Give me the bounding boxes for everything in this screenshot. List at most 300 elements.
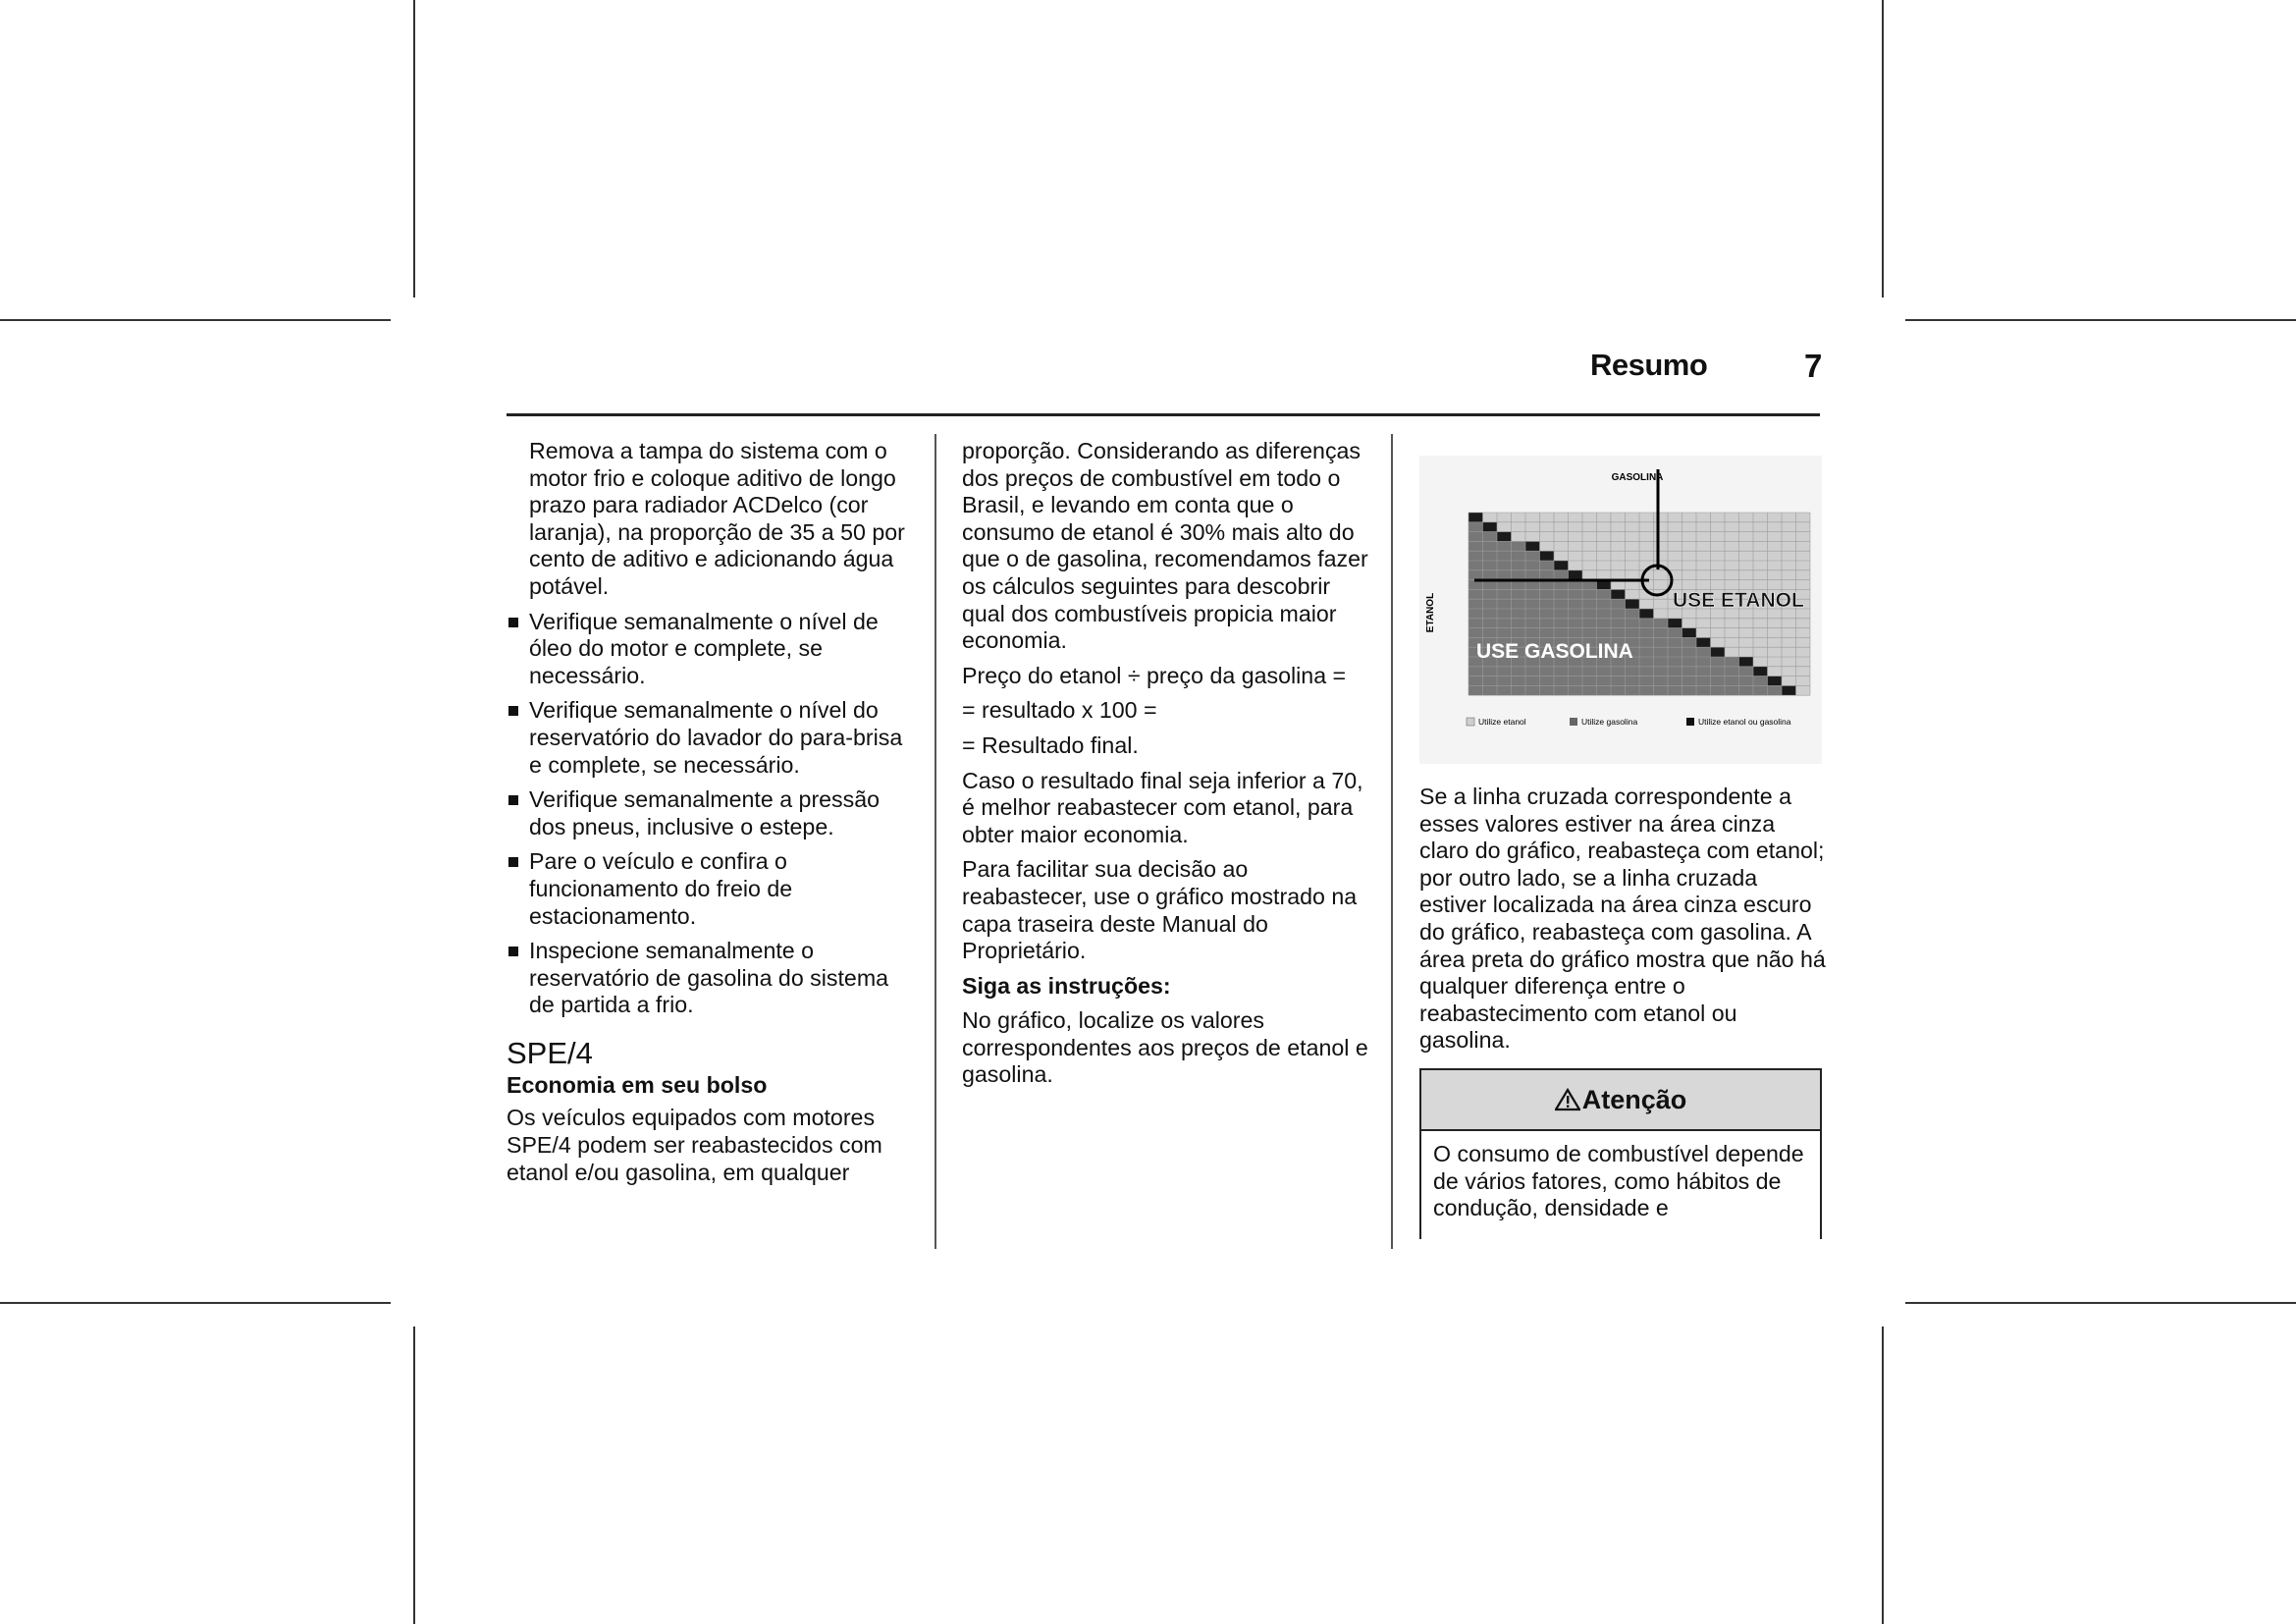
chart-cell bbox=[1554, 589, 1569, 599]
crop-mark-bottom-right-h bbox=[1905, 1302, 2296, 1304]
chart-cell bbox=[1739, 619, 1754, 628]
chart-cell bbox=[1696, 685, 1711, 695]
chart-cell bbox=[1582, 609, 1597, 619]
chart-cell bbox=[1725, 561, 1739, 570]
chart-cell bbox=[1739, 561, 1754, 570]
chart-cell bbox=[1682, 657, 1697, 667]
chart-cell bbox=[1782, 580, 1796, 590]
chart-cell bbox=[1540, 551, 1555, 561]
header-rule bbox=[507, 413, 1820, 416]
chart-cell bbox=[1796, 619, 1811, 628]
chart-cell bbox=[1753, 685, 1768, 695]
bullet-square-icon bbox=[508, 857, 518, 867]
chart-cell bbox=[1753, 513, 1768, 522]
chart-cell bbox=[1468, 541, 1483, 551]
chart-cell bbox=[1483, 551, 1498, 561]
chart-cell bbox=[1483, 541, 1498, 551]
chart-cell bbox=[1525, 541, 1540, 551]
chart-cell bbox=[1468, 685, 1483, 695]
legend-label-ethanol: Utilize etanol bbox=[1478, 717, 1526, 727]
chart-cell bbox=[1626, 628, 1640, 638]
chart-cell bbox=[1753, 628, 1768, 638]
chart-cell bbox=[1554, 667, 1569, 677]
chart-cell bbox=[1711, 570, 1726, 580]
chart-cell bbox=[1639, 522, 1654, 532]
chart-cell bbox=[1497, 561, 1512, 570]
chart-cell bbox=[1654, 551, 1669, 561]
chart-cell bbox=[1668, 532, 1682, 542]
chart-cell bbox=[1597, 619, 1612, 628]
chart-cell bbox=[1768, 513, 1783, 522]
chart-cell bbox=[1512, 570, 1526, 580]
chart-cell bbox=[1639, 532, 1654, 542]
legend-swatch-either bbox=[1686, 718, 1694, 726]
chart-cell bbox=[1597, 667, 1612, 677]
chart-cell bbox=[1711, 541, 1726, 551]
chart-cell bbox=[1611, 619, 1626, 628]
chart-cell bbox=[1654, 628, 1669, 638]
chart-cell bbox=[1796, 561, 1811, 570]
chart-cell bbox=[1696, 541, 1711, 551]
chart-cell bbox=[1768, 667, 1783, 677]
chart-cell bbox=[1497, 532, 1512, 542]
chart-cell bbox=[1468, 677, 1483, 686]
chart-cell bbox=[1682, 541, 1697, 551]
crop-mark-bottom-left-v bbox=[413, 1326, 415, 1624]
chart-cell bbox=[1782, 628, 1796, 638]
chart-cell bbox=[1611, 677, 1626, 686]
chart-cell bbox=[1468, 513, 1483, 522]
chart-cell bbox=[1782, 619, 1796, 628]
chart-cell bbox=[1711, 647, 1726, 657]
chart-cell bbox=[1725, 619, 1739, 628]
chart-cell bbox=[1682, 628, 1697, 638]
chart-cell bbox=[1497, 609, 1512, 619]
chart-cell bbox=[1483, 677, 1498, 686]
chart-cell bbox=[1525, 561, 1540, 570]
chart-cell bbox=[1682, 647, 1697, 657]
chart-cell bbox=[1696, 677, 1711, 686]
chart-cell bbox=[1753, 541, 1768, 551]
chart-cell bbox=[1554, 561, 1569, 570]
chart-cell bbox=[1725, 532, 1739, 542]
chart-cell bbox=[1554, 551, 1569, 561]
chart-cell bbox=[1654, 657, 1669, 667]
chart-cell bbox=[1768, 541, 1783, 551]
chart-cell bbox=[1582, 570, 1597, 580]
chart-cell bbox=[1597, 609, 1612, 619]
legend-swatch-gasoline bbox=[1570, 718, 1577, 726]
chart-cell bbox=[1597, 589, 1612, 599]
chart-cell bbox=[1512, 677, 1526, 686]
chart-cell bbox=[1768, 570, 1783, 580]
chart-cell bbox=[1626, 513, 1640, 522]
legend-label-gasoline: Utilize gasolina bbox=[1581, 717, 1638, 727]
subheading: Economia em seu bolso bbox=[507, 1071, 768, 1098]
chart-cell bbox=[1739, 647, 1754, 657]
chart-cell bbox=[1711, 532, 1726, 542]
chart-cell bbox=[1639, 628, 1654, 638]
chart-cell bbox=[1497, 513, 1512, 522]
chart-cell bbox=[1796, 677, 1811, 686]
chart-cell bbox=[1569, 522, 1583, 532]
chart-cell bbox=[1611, 522, 1626, 532]
chart-cell bbox=[1654, 677, 1669, 686]
chart-cell bbox=[1739, 522, 1754, 532]
chart-cell bbox=[1525, 551, 1540, 561]
use-ethanol-label: USE ETANOL bbox=[1673, 589, 1804, 612]
chart-cell bbox=[1497, 522, 1512, 532]
chart-cell bbox=[1639, 551, 1654, 561]
chart-cell bbox=[1696, 667, 1711, 677]
chart-cell bbox=[1540, 532, 1555, 542]
chart-cell bbox=[1753, 551, 1768, 561]
chart-cell bbox=[1540, 522, 1555, 532]
chart-cell bbox=[1654, 609, 1669, 619]
chart-cell bbox=[1639, 647, 1654, 657]
chart-cell bbox=[1626, 561, 1640, 570]
chart-cell bbox=[1497, 628, 1512, 638]
chart-cell bbox=[1682, 513, 1697, 522]
chart-cell bbox=[1626, 619, 1640, 628]
chart-cell bbox=[1796, 532, 1811, 542]
chart-cell bbox=[1554, 541, 1569, 551]
chart-cell bbox=[1753, 580, 1768, 590]
chart-cell bbox=[1611, 599, 1626, 609]
chart-cell bbox=[1753, 570, 1768, 580]
chart-cell bbox=[1696, 619, 1711, 628]
chart-cell bbox=[1582, 541, 1597, 551]
chart-cell bbox=[1639, 609, 1654, 619]
chart-cell bbox=[1668, 657, 1682, 667]
chart-cell bbox=[1739, 580, 1754, 590]
chart-cell bbox=[1711, 561, 1726, 570]
chart-cell bbox=[1483, 609, 1498, 619]
chart-cell bbox=[1468, 628, 1483, 638]
chart-cell bbox=[1682, 561, 1697, 570]
chart-cell bbox=[1497, 570, 1512, 580]
crop-mark-bottom-right-v bbox=[1882, 1326, 1884, 1624]
chart-cell bbox=[1711, 522, 1726, 532]
body-paragraph: Se a linha cruzada correspondente a esses valores estiver na área cinza claro do gráfico, reabasteça com etanol; por outro lado, se a linha cruzada estiver localizada na área cinza escuro do gráfico, reabasteça com gasolina. A área preta do gráfico mostra que não há qualquer diferença entre o reabastecimento com etanol ou gasolina. bbox=[1419, 784, 1826, 1054]
chart-cell bbox=[1540, 541, 1555, 551]
gasoline-axis-label: GASOLINA bbox=[1611, 472, 1664, 483]
maintenance-checklist bbox=[507, 609, 917, 1019]
chart-cell bbox=[1739, 628, 1754, 638]
chart-cell bbox=[1711, 685, 1726, 695]
chart-cell bbox=[1782, 637, 1796, 647]
chart-cell bbox=[1525, 532, 1540, 542]
chart-cell bbox=[1696, 580, 1711, 590]
chart-cell bbox=[1639, 637, 1654, 647]
chart-cell bbox=[1512, 532, 1526, 542]
chart-cell bbox=[1512, 513, 1526, 522]
warning-header bbox=[1421, 1070, 1820, 1131]
chart-cell bbox=[1725, 551, 1739, 561]
chart-cell bbox=[1768, 685, 1783, 695]
chart-cell bbox=[1796, 657, 1811, 667]
chart-cell bbox=[1796, 570, 1811, 580]
instructions-heading: Siga as instruções: bbox=[962, 972, 1171, 999]
chart-cell bbox=[1626, 609, 1640, 619]
chart-cell bbox=[1569, 609, 1583, 619]
chart-cell bbox=[1483, 589, 1498, 599]
chart-cell bbox=[1497, 541, 1512, 551]
chart-cell bbox=[1483, 522, 1498, 532]
chart-cell bbox=[1682, 580, 1697, 590]
chart-cell bbox=[1611, 628, 1626, 638]
legend-swatch-ethanol bbox=[1467, 718, 1474, 726]
chart-cell bbox=[1753, 647, 1768, 657]
chart-cell bbox=[1483, 667, 1498, 677]
chart-cell bbox=[1654, 637, 1669, 647]
chart-cell bbox=[1768, 647, 1783, 657]
chart-cell bbox=[1768, 677, 1783, 686]
chart-cell bbox=[1525, 677, 1540, 686]
body-paragraph: Os veículos equipados com motores SPE/4 podem ser reabastecidos com etanol e/ou gasolina, em qualquer bbox=[507, 1105, 882, 1185]
chart-cell bbox=[1582, 522, 1597, 532]
chart-cell bbox=[1497, 667, 1512, 677]
chart-cell bbox=[1554, 677, 1569, 686]
list-item: Verifique semanalmente a pressão dos pneus, inclusive o estepe. bbox=[507, 786, 917, 840]
bullet-square-icon bbox=[508, 618, 518, 627]
chart-cell bbox=[1497, 677, 1512, 686]
chart-cell bbox=[1753, 657, 1768, 667]
chart-cell bbox=[1569, 599, 1583, 609]
chart-cell bbox=[1525, 619, 1540, 628]
chart-cell bbox=[1468, 551, 1483, 561]
chart-cell bbox=[1782, 570, 1796, 580]
chart-cell bbox=[1725, 580, 1739, 590]
chart-cell bbox=[1611, 532, 1626, 542]
chart-cell bbox=[1582, 667, 1597, 677]
chart-cell bbox=[1569, 541, 1583, 551]
chart-cell bbox=[1540, 589, 1555, 599]
chart-cell bbox=[1525, 589, 1540, 599]
body-paragraph: proporção. Considerando as diferenças dos preços de combustível em todo o Brasil, e levando em conta que o consumo de etanol é 30% mais alto do que o de gasolina, recomendamos fazer os cálculos seguintes para descobrir qual dos combustíveis propicia maior economia. bbox=[962, 438, 1368, 654]
chart-cell bbox=[1796, 513, 1811, 522]
chart-cell bbox=[1696, 637, 1711, 647]
chart-cell bbox=[1639, 541, 1654, 551]
chart-cell bbox=[1569, 628, 1583, 638]
chart-cell bbox=[1569, 677, 1583, 686]
chart-cell bbox=[1753, 619, 1768, 628]
chart-cell bbox=[1782, 561, 1796, 570]
list-item: Verifique semanalmente o nível do reservatório do lavador do para-brisa e complete, se necessário. bbox=[507, 697, 917, 779]
chart-cell bbox=[1782, 647, 1796, 657]
chart-cell bbox=[1753, 637, 1768, 647]
chart-cell bbox=[1554, 522, 1569, 532]
chart-cell bbox=[1582, 532, 1597, 542]
chart-cell bbox=[1654, 647, 1669, 657]
chart-cell bbox=[1483, 685, 1498, 695]
chart-cell bbox=[1569, 667, 1583, 677]
chart-cell bbox=[1654, 685, 1669, 695]
chart-cell bbox=[1668, 677, 1682, 686]
chart-cell bbox=[1626, 522, 1640, 532]
chart-cell bbox=[1739, 532, 1754, 542]
chart-cell bbox=[1668, 551, 1682, 561]
chart-cell bbox=[1711, 667, 1726, 677]
chart-cell bbox=[1582, 619, 1597, 628]
chart-cell bbox=[1782, 677, 1796, 686]
body-paragraph: Caso o resultado final seja inferior a 70, é melhor reabastecer com etanol, para obter maior economia. bbox=[962, 767, 1363, 847]
use-gasoline-label: USE GASOLINA bbox=[1476, 640, 1633, 663]
chart-cell bbox=[1582, 561, 1597, 570]
chart-cell bbox=[1753, 532, 1768, 542]
fuel-choice-chart bbox=[1419, 456, 1822, 764]
chart-cell bbox=[1768, 561, 1783, 570]
chart-cell bbox=[1597, 677, 1612, 686]
chart-cell bbox=[1540, 667, 1555, 677]
chart-cell bbox=[1796, 551, 1811, 561]
chart-cell bbox=[1554, 609, 1569, 619]
chart-cell bbox=[1696, 628, 1711, 638]
chart-cell bbox=[1682, 619, 1697, 628]
chart-cell bbox=[1768, 637, 1783, 647]
chart-cell bbox=[1582, 628, 1597, 638]
chart-cell bbox=[1483, 570, 1498, 580]
list-item: Pare o veículo e confira o funcionamento do freio de estacionamento. bbox=[507, 848, 917, 930]
chart-cell bbox=[1654, 619, 1669, 628]
chart-cell bbox=[1597, 561, 1612, 570]
chart-cell bbox=[1468, 570, 1483, 580]
chart-cell bbox=[1668, 647, 1682, 657]
chart-cell bbox=[1626, 541, 1640, 551]
chart-cell bbox=[1654, 522, 1669, 532]
chart-cell bbox=[1582, 685, 1597, 695]
chart-cell bbox=[1540, 619, 1555, 628]
chart-cell bbox=[1654, 580, 1669, 590]
chart-cell bbox=[1639, 677, 1654, 686]
chart-cell bbox=[1796, 628, 1811, 638]
chart-cell bbox=[1483, 561, 1498, 570]
chart-cell bbox=[1525, 599, 1540, 609]
chart-cell bbox=[1582, 599, 1597, 609]
chart-cell bbox=[1597, 685, 1612, 695]
chart-cell bbox=[1696, 522, 1711, 532]
chart-cell bbox=[1512, 599, 1526, 609]
chart-cell bbox=[1497, 685, 1512, 695]
chart-cell bbox=[1512, 685, 1526, 695]
bullet-square-icon bbox=[508, 947, 518, 956]
chart-cell bbox=[1753, 677, 1768, 686]
chart-cell bbox=[1739, 637, 1754, 647]
chart-cell bbox=[1696, 647, 1711, 657]
section-title: Resumo bbox=[1590, 348, 1708, 382]
chart-cell bbox=[1725, 628, 1739, 638]
chart-cell bbox=[1739, 541, 1754, 551]
chart-cell bbox=[1796, 667, 1811, 677]
chart-cell bbox=[1739, 513, 1754, 522]
column-1 bbox=[507, 438, 917, 1194]
chart-cell bbox=[1796, 541, 1811, 551]
chart-cell bbox=[1782, 522, 1796, 532]
chart-cell bbox=[1725, 541, 1739, 551]
chart-cell bbox=[1768, 619, 1783, 628]
chart-cell bbox=[1497, 551, 1512, 561]
chart-cell bbox=[1569, 619, 1583, 628]
chart-cell bbox=[1525, 513, 1540, 522]
chart-cell bbox=[1483, 532, 1498, 542]
chart-cell bbox=[1639, 513, 1654, 522]
chart-cell bbox=[1782, 657, 1796, 667]
chart-cell bbox=[1639, 599, 1654, 609]
chart-cell bbox=[1497, 589, 1512, 599]
chart-cell bbox=[1611, 541, 1626, 551]
chart-cell bbox=[1768, 657, 1783, 667]
chart-cell bbox=[1668, 637, 1682, 647]
chart-cell bbox=[1626, 599, 1640, 609]
chart-cell bbox=[1654, 570, 1669, 580]
chart-cell bbox=[1554, 628, 1569, 638]
chart-cell bbox=[1739, 570, 1754, 580]
formula-line: = Resultado final. bbox=[962, 731, 1139, 758]
warning-title: Atenção bbox=[1581, 1084, 1687, 1114]
chart-cell bbox=[1639, 619, 1654, 628]
body-paragraph: Para facilitar sua decisão ao reabastecer, use o gráfico mostrado na capa traseira deste Manual do Proprietário. bbox=[962, 856, 1358, 964]
chart-cell bbox=[1796, 522, 1811, 532]
chart-cell bbox=[1525, 628, 1540, 638]
chart-cell bbox=[1626, 685, 1640, 695]
chart-cell bbox=[1512, 589, 1526, 599]
chart-cell bbox=[1654, 532, 1669, 542]
chart-cell bbox=[1626, 551, 1640, 561]
chart-cell bbox=[1725, 513, 1739, 522]
chart-cell bbox=[1611, 589, 1626, 599]
chart-cell bbox=[1725, 667, 1739, 677]
chart-cell bbox=[1682, 667, 1697, 677]
chart-cell bbox=[1711, 637, 1726, 647]
chart-cell bbox=[1768, 522, 1783, 532]
chart-cell bbox=[1696, 532, 1711, 542]
chart-cell bbox=[1525, 685, 1540, 695]
chart-cell bbox=[1682, 532, 1697, 542]
chart-cell bbox=[1725, 657, 1739, 667]
chart-cell bbox=[1540, 570, 1555, 580]
list-item: Inspecione semanalmente o reservatório de gasolina do sistema de partida a frio. bbox=[507, 938, 917, 1019]
chart-cell bbox=[1696, 513, 1711, 522]
chart-cell bbox=[1483, 619, 1498, 628]
warning-body: O consumo de combustível depende de vários fatores, como hábitos de condução, densidade e bbox=[1433, 1141, 1804, 1221]
chart-cell bbox=[1611, 609, 1626, 619]
chart-cell bbox=[1739, 551, 1754, 561]
warning-triangle-icon bbox=[1555, 1088, 1580, 1111]
chart-cell bbox=[1782, 513, 1796, 522]
chart-cell bbox=[1582, 551, 1597, 561]
chart-cell bbox=[1554, 513, 1569, 522]
chart-cell bbox=[1711, 580, 1726, 590]
chart-cell bbox=[1597, 513, 1612, 522]
chart-cell bbox=[1540, 609, 1555, 619]
chart-cell bbox=[1540, 685, 1555, 695]
chart-cell bbox=[1796, 637, 1811, 647]
chart-cell bbox=[1796, 580, 1811, 590]
chart-cell bbox=[1554, 619, 1569, 628]
chart-cell bbox=[1525, 570, 1540, 580]
chart-cell bbox=[1725, 677, 1739, 686]
chart-cell bbox=[1668, 522, 1682, 532]
chart-cell bbox=[1569, 561, 1583, 570]
chart-cell bbox=[1611, 570, 1626, 580]
page-number: 7 bbox=[1804, 348, 1823, 384]
chart-cell bbox=[1711, 619, 1726, 628]
chart-cell bbox=[1540, 628, 1555, 638]
chart-cell bbox=[1525, 522, 1540, 532]
chart-cell bbox=[1582, 677, 1597, 686]
chart-cell bbox=[1525, 667, 1540, 677]
crop-mark-top-right-v bbox=[1882, 0, 1884, 298]
